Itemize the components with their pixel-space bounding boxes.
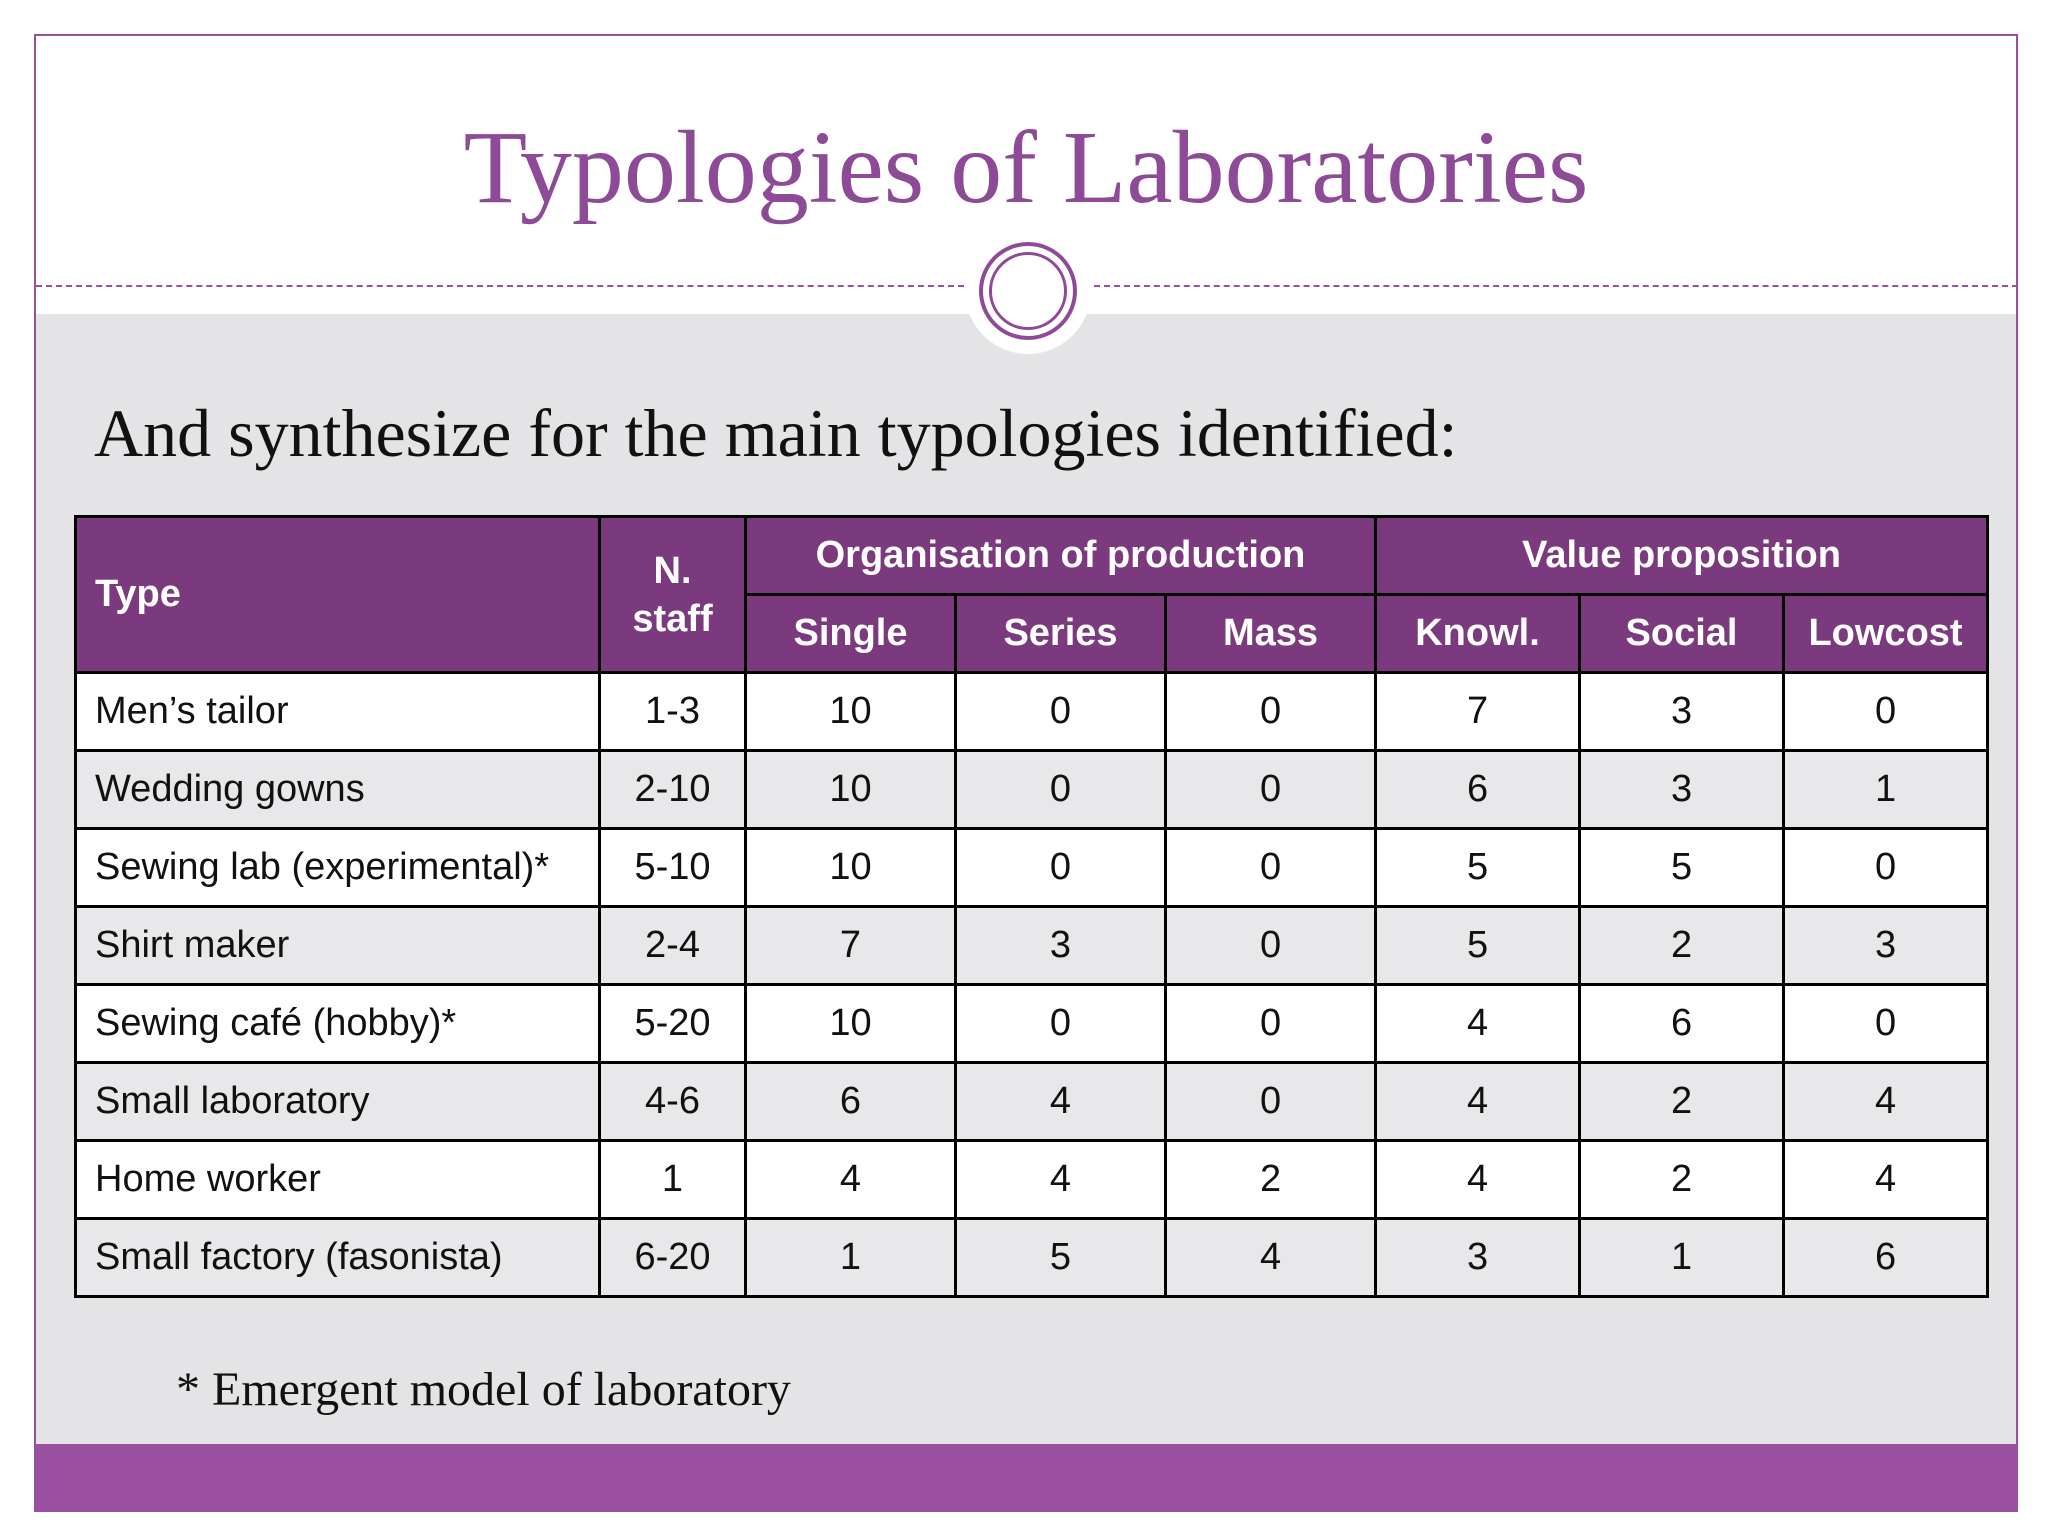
- cell-series: 5: [956, 1219, 1166, 1297]
- cell-social: 5: [1580, 829, 1784, 907]
- cell-lowcost: 0: [1784, 829, 1988, 907]
- cell-knowl: 4: [1376, 1141, 1580, 1219]
- title-divider-left: [36, 285, 964, 287]
- cell-social: 2: [1580, 1063, 1784, 1141]
- cell-staff: 2-4: [600, 907, 746, 985]
- cell-knowl: 5: [1376, 907, 1580, 985]
- table-row: [76, 829, 1988, 907]
- cell-mass: 0: [1166, 829, 1376, 907]
- table-row: [76, 751, 1988, 829]
- cell-single: 6: [746, 1063, 956, 1141]
- title-divider-right: [1094, 285, 2018, 287]
- header-series: Series: [956, 595, 1166, 673]
- header-group-production: Organisation of production: [746, 517, 1376, 595]
- cell-single: 4: [746, 1141, 956, 1219]
- cell-lowcost: 6: [1784, 1219, 1988, 1297]
- typologies-table: [74, 515, 1989, 1298]
- cell-type: Shirt maker: [76, 907, 600, 985]
- table-row: [76, 907, 1988, 985]
- ring-ornament-icon: [979, 242, 1077, 340]
- bottom-accent-bar: [36, 1444, 2016, 1512]
- cell-knowl: 4: [1376, 985, 1580, 1063]
- table-row: [76, 1141, 1988, 1219]
- cell-series: 0: [956, 985, 1166, 1063]
- cell-single: 7: [746, 907, 956, 985]
- cell-staff: 1-3: [600, 673, 746, 751]
- cell-mass: 0: [1166, 673, 1376, 751]
- cell-knowl: 4: [1376, 1063, 1580, 1141]
- header-type: Type: [76, 517, 600, 673]
- cell-single: 10: [746, 985, 956, 1063]
- slide: [34, 34, 2018, 1512]
- cell-type: Home worker: [76, 1141, 600, 1219]
- cell-single: 10: [746, 829, 956, 907]
- cell-mass: 4: [1166, 1219, 1376, 1297]
- table-row: [76, 673, 1988, 751]
- cell-staff: 5-20: [600, 985, 746, 1063]
- cell-social: 3: [1580, 751, 1784, 829]
- cell-lowcost: 4: [1784, 1141, 1988, 1219]
- header-knowl: Knowl.: [1376, 595, 1580, 673]
- cell-series: 0: [956, 673, 1166, 751]
- cell-knowl: 7: [1376, 673, 1580, 751]
- header-group-value: Value proposition: [1376, 517, 1988, 595]
- header-lowcost: Lowcost: [1784, 595, 1988, 673]
- cell-type: Small laboratory: [76, 1063, 600, 1141]
- header-staff-label: N. staff: [632, 549, 713, 640]
- cell-social: 2: [1580, 1141, 1784, 1219]
- table-row: [76, 1219, 1988, 1297]
- header-staff: [600, 517, 746, 673]
- cell-series: 4: [956, 1063, 1166, 1141]
- cell-series: 3: [956, 907, 1166, 985]
- cell-staff: 1: [600, 1141, 746, 1219]
- cell-lowcost: 4: [1784, 1063, 1988, 1141]
- cell-single: 10: [746, 673, 956, 751]
- slide-title: Typologies of Laboratories: [463, 110, 1589, 225]
- cell-mass: 0: [1166, 751, 1376, 829]
- cell-lowcost: 0: [1784, 673, 1988, 751]
- cell-mass: 2: [1166, 1141, 1376, 1219]
- cell-staff: 6-20: [600, 1219, 746, 1297]
- cell-lowcost: 1: [1784, 751, 1988, 829]
- cell-series: 4: [956, 1141, 1166, 1219]
- cell-type: Wedding gowns: [76, 751, 600, 829]
- cell-type: Sewing café (hobby)*: [76, 985, 600, 1063]
- cell-type: Men’s tailor: [76, 673, 600, 751]
- cell-knowl: 5: [1376, 829, 1580, 907]
- header-social: Social: [1580, 595, 1784, 673]
- header-single: Single: [746, 595, 956, 673]
- table-row: [76, 985, 1988, 1063]
- cell-lowcost: 0: [1784, 985, 1988, 1063]
- cell-single: 10: [746, 751, 956, 829]
- cell-series: 0: [956, 751, 1166, 829]
- content-area: [36, 314, 2016, 1444]
- cell-social: 3: [1580, 673, 1784, 751]
- cell-knowl: 3: [1376, 1219, 1580, 1297]
- cell-mass: 0: [1166, 985, 1376, 1063]
- cell-staff: 2-10: [600, 751, 746, 829]
- header-mass: Mass: [1166, 595, 1376, 673]
- footnote: * Emergent model of laboratory: [176, 1363, 791, 1416]
- cell-social: 2: [1580, 907, 1784, 985]
- cell-social: 6: [1580, 985, 1784, 1063]
- cell-staff: 5-10: [600, 829, 746, 907]
- slide-subtitle: And synthesize for the main typologies identified:: [94, 395, 1458, 471]
- cell-mass: 0: [1166, 1063, 1376, 1141]
- cell-type: Sewing lab (experimental)*: [76, 829, 600, 907]
- cell-series: 0: [956, 829, 1166, 907]
- cell-lowcost: 3: [1784, 907, 1988, 985]
- cell-single: 1: [746, 1219, 956, 1297]
- table-row: [76, 1063, 1988, 1141]
- cell-knowl: 6: [1376, 751, 1580, 829]
- cell-mass: 0: [1166, 907, 1376, 985]
- cell-type: Small factory (fasonista): [76, 1219, 600, 1297]
- cell-social: 1: [1580, 1219, 1784, 1297]
- cell-staff: 4-6: [600, 1063, 746, 1141]
